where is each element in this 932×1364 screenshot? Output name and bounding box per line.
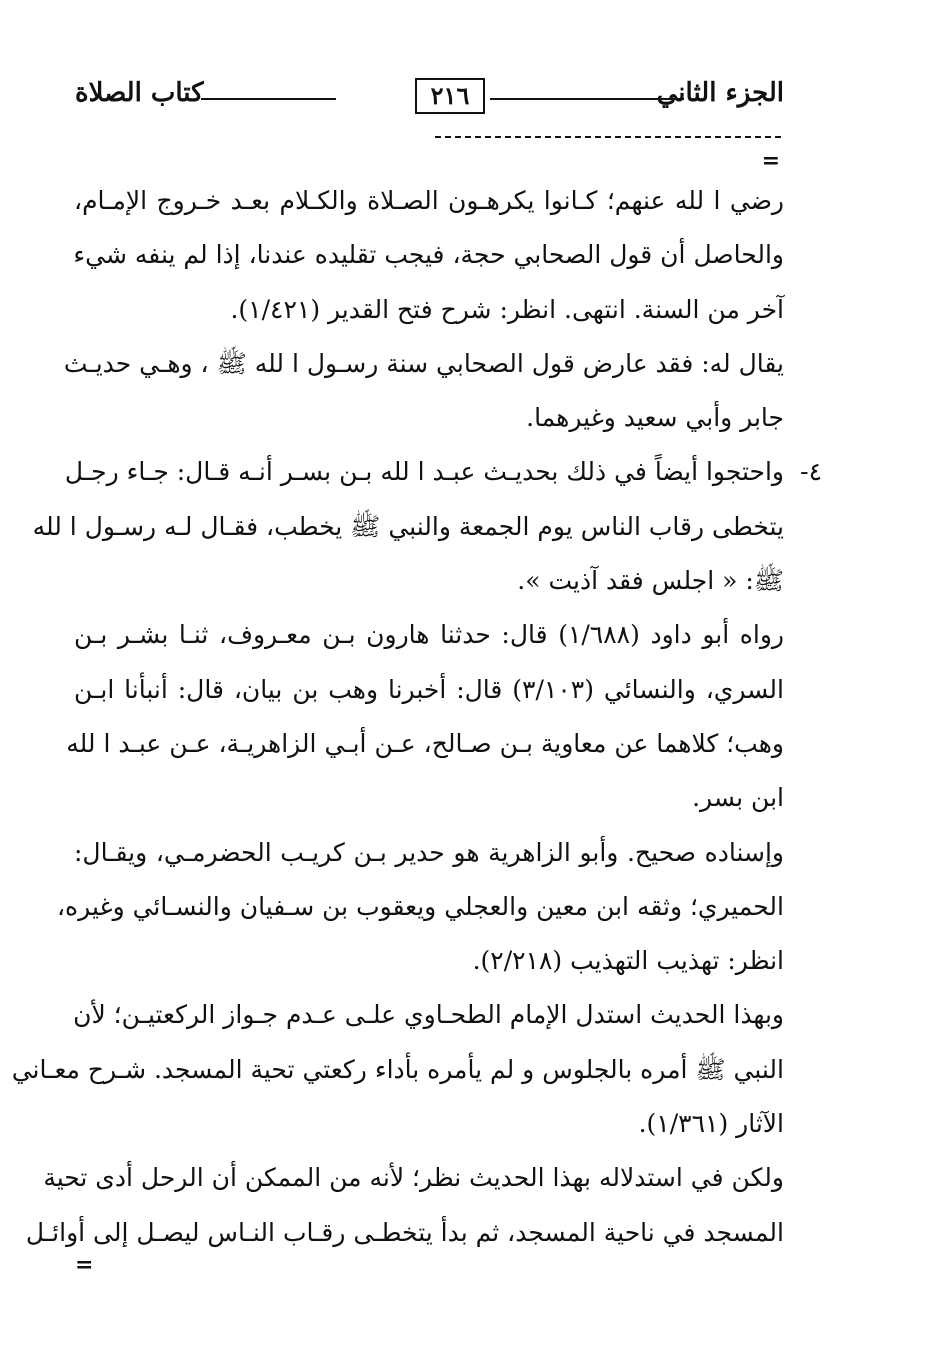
page-body-text (11, 174, 822, 1260)
line-text: وهب؛ كلاهما عن معاوية بـن صـالح، عـن أبـي الزاهريـة، عـن عبـد ا لله (66, 728, 784, 758)
header-rule-right (490, 98, 684, 100)
text-line (11, 1043, 784, 1097)
line-text: ولكن في استدلاله بهذا الحديث نظر؛ لأنه من الممكن أن الرحل أدى تحية (43, 1163, 784, 1193)
text-line (74, 174, 784, 228)
text-line (74, 988, 784, 1042)
text-line (74, 554, 784, 608)
text-line (74, 228, 784, 282)
line-text: آخر من السنة. انتهى. انظر: شرح فتح القدير (١/٤٢١). (230, 294, 784, 324)
text-line (64, 445, 822, 499)
text-line (74, 283, 784, 337)
line-text: السري، والنسائي (٣/١٠٣) قال: أخبرنا وهب بن بيان، قال: أنبأنا ابـن (74, 674, 784, 704)
continuation-mark-top: = (761, 148, 780, 174)
volume-label: الجزء الثاني (656, 78, 784, 108)
text-line (74, 391, 784, 445)
text-line (74, 934, 784, 988)
text-line (74, 663, 784, 717)
text-line (25, 1206, 784, 1260)
text-line (32, 500, 784, 554)
line-text: رواه أبو داود (١/٦٨٨) قال: حدثنا هارون بـن معـروف، ثنـا بشـر بـن (74, 620, 784, 650)
text-line (56, 880, 784, 934)
line-text: وبهذا الحديث استدل الإمام الطحـاوي علـى عـدم جـواز الركعتيـن؛ لأن (73, 1000, 784, 1030)
line-text: رضي ا لله عنهم؛ كـانوا يكرهـون الصـلاة والكـلام بعـد خـروج الإمـام، (74, 186, 784, 215)
line-text: الآثار (١/٣٦١). (638, 1109, 784, 1139)
line-text: النبي ﷺ أمره بالجلوس و لم يأمره بأداء ركعتي تحية المسجد. شـرح معـاني (11, 1054, 784, 1084)
line-text: يقال له: فقد عارض قول الصحابي سنة رسـول ا لله ﷺ ، وهـي حديـث (63, 348, 784, 378)
book-title: كتاب الصلاة (75, 78, 204, 108)
line-text: ابن بسر. (692, 783, 784, 813)
text-line (74, 1097, 784, 1151)
header-rule-left (201, 98, 336, 100)
text-line (63, 337, 784, 391)
line-text: انظر: تهذيب التهذيب (٢/٢١٨). (472, 946, 784, 976)
text-line (74, 771, 784, 825)
running-header (75, 72, 784, 122)
list-number: ٤- (800, 457, 822, 487)
line-text: واحتجوا أيضاً في ذلك بحديـث عبـد ا لله بـن بسـر أنـه قـال: جـاء رجـل (64, 457, 784, 487)
line-text: ﷺ: « اجلس فقد آذيت ». (517, 566, 784, 596)
line-text: جابر وأبي سعيد وغيرهما. (526, 403, 784, 433)
line-text: وإسناده صحيح. وأبو الزاهرية هو حدير بـن كريـب الحضرمـي، ويقـال: (74, 837, 784, 867)
text-line (66, 717, 784, 771)
text-line (74, 608, 784, 662)
text-line (74, 826, 784, 880)
continuation-mark-bottom: = (75, 1252, 94, 1278)
line-text: يتخطى رقاب الناس يوم الجمعة والنبي ﷺ يخطب، فقـال لـه رسـول ا لله (32, 511, 784, 541)
page-number: ٢١٦ (415, 78, 485, 114)
line-text: المسجد في ناحية المسجد، ثم بدأ يتخطـى رقـاب النـاس ليصـل إلى أوائـل (25, 1217, 784, 1247)
text-line (43, 1151, 784, 1205)
header-dashed-divider (435, 136, 781, 138)
line-text: والحاصل أن قول الصحابي حجة، فيجب تقليده عندنا، إذا لم ينفه شيء (73, 240, 784, 270)
line-text: الحميري؛ وثقه ابن معين والعجلي ويعقوب بن سـفيان والنسـائي وغيره، (56, 891, 784, 921)
